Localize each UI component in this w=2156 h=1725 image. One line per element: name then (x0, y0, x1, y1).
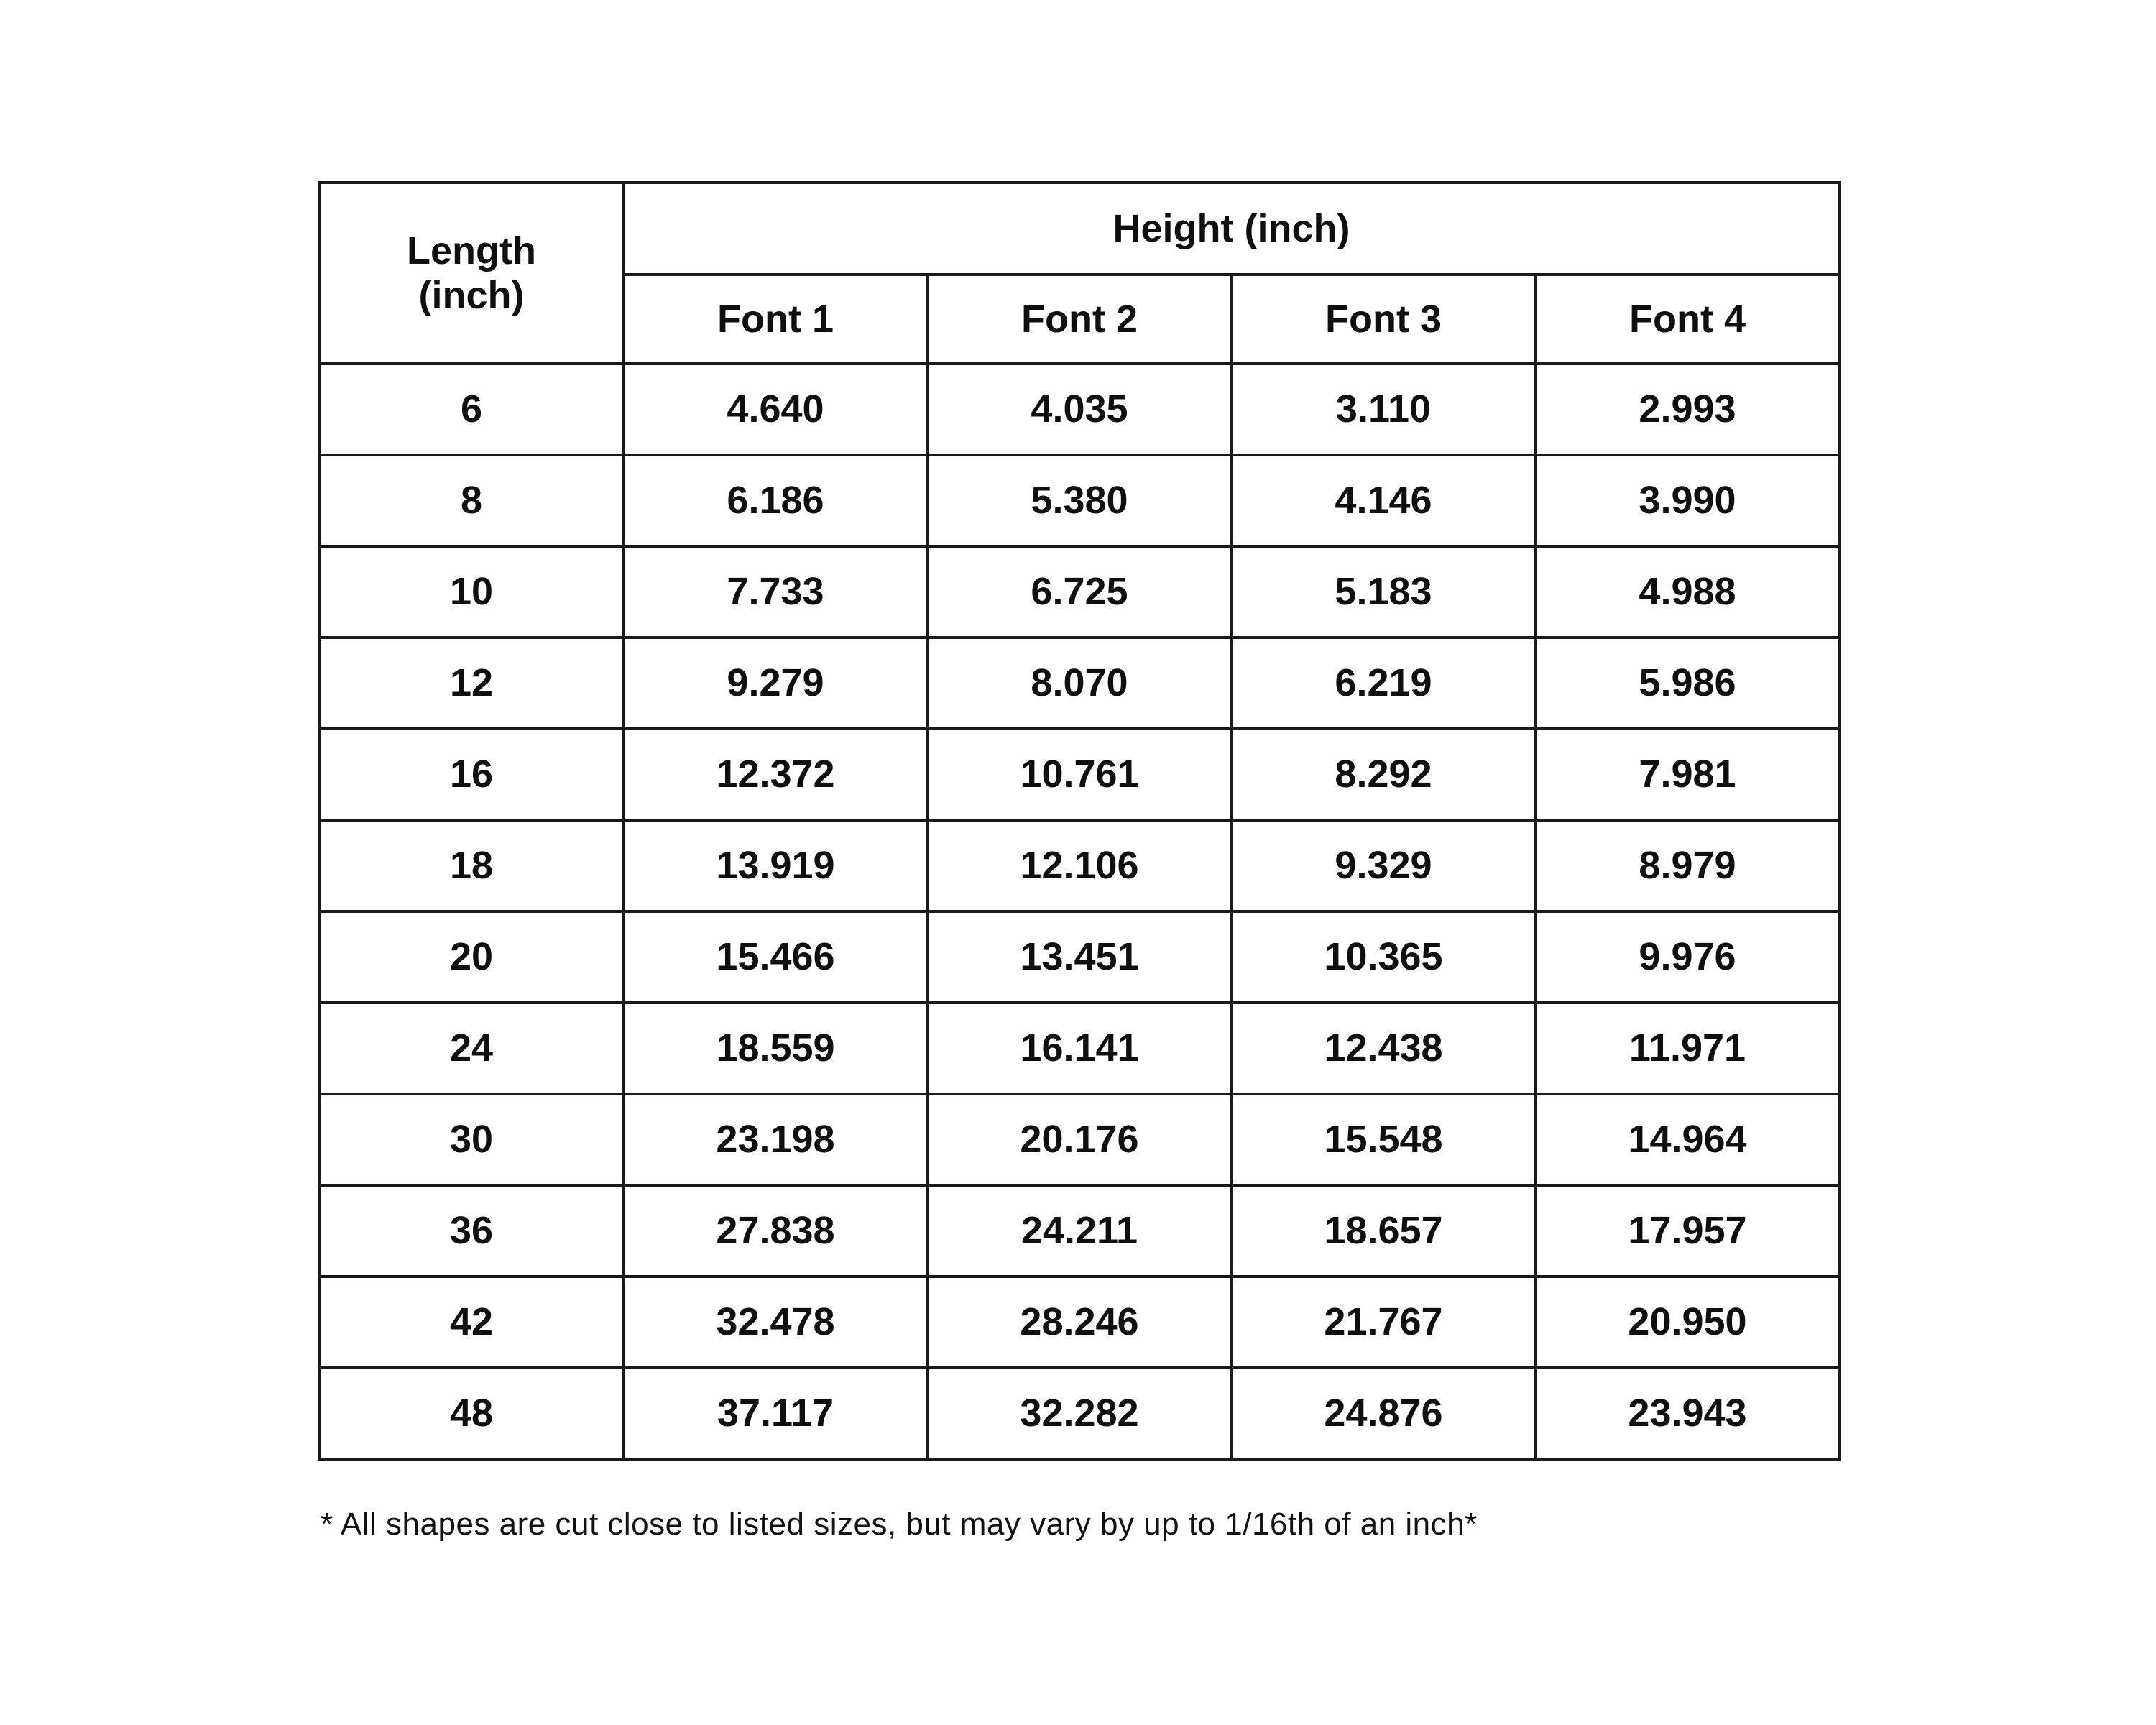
length-header-cell (320, 183, 624, 364)
height-value-cell: 20.176 (928, 1094, 1232, 1185)
height-value-cell: 13.451 (928, 911, 1232, 1003)
height-value-cell: 3.110 (1232, 364, 1536, 455)
size-chart-table (318, 181, 1841, 1460)
height-value-cell: 5.183 (1232, 546, 1536, 638)
height-group-header-cell: Height (inch) (624, 183, 1840, 275)
height-value-cell: 9.279 (624, 638, 928, 729)
length-cell: 24 (320, 1003, 624, 1094)
table-row (320, 546, 1840, 638)
height-value-cell: 4.988 (1536, 546, 1840, 638)
font-4-header-cell: Font 4 (1536, 275, 1840, 364)
height-value-cell: 6.725 (928, 546, 1232, 638)
height-value-cell: 18.657 (1232, 1185, 1536, 1276)
height-value-cell: 37.117 (624, 1368, 928, 1459)
length-cell: 48 (320, 1368, 624, 1459)
height-value-cell: 7.981 (1536, 729, 1840, 820)
length-cell: 16 (320, 729, 624, 820)
height-value-cell: 8.070 (928, 638, 1232, 729)
font-1-header-cell: Font 1 (624, 275, 928, 364)
height-value-cell: 5.986 (1536, 638, 1840, 729)
height-value-cell: 27.838 (624, 1185, 928, 1276)
height-value-cell: 12.372 (624, 729, 928, 820)
height-value-cell: 32.282 (928, 1368, 1232, 1459)
height-value-cell: 2.993 (1536, 364, 1840, 455)
length-cell: 18 (320, 820, 624, 911)
height-value-cell: 24.876 (1232, 1368, 1536, 1459)
height-value-cell: 15.466 (624, 911, 928, 1003)
length-cell: 10 (320, 546, 624, 638)
table-row (320, 638, 1840, 729)
height-value-cell: 24.211 (928, 1185, 1232, 1276)
length-cell: 20 (320, 911, 624, 1003)
height-value-cell: 8.979 (1536, 820, 1840, 911)
height-value-cell: 16.141 (928, 1003, 1232, 1094)
height-value-cell: 6.186 (624, 455, 928, 546)
height-value-cell: 12.106 (928, 820, 1232, 911)
font-2-header-cell: Font 2 (928, 275, 1232, 364)
height-value-cell: 6.219 (1232, 638, 1536, 729)
font-3-header-cell: Font 3 (1232, 275, 1536, 364)
height-value-cell: 20.950 (1536, 1276, 1840, 1368)
footnote: * All shapes are cut close to listed sizes, but may vary by up to 1/16th of an inch* (321, 1506, 1478, 1542)
table-row (320, 1368, 1840, 1459)
table-row (320, 911, 1840, 1003)
height-value-cell: 4.035 (928, 364, 1232, 455)
height-value-cell: 32.478 (624, 1276, 928, 1368)
length-cell: 12 (320, 638, 624, 729)
table-row (320, 1003, 1840, 1094)
height-value-cell: 10.761 (928, 729, 1232, 820)
table-row (320, 1276, 1840, 1368)
height-value-cell: 3.990 (1536, 455, 1840, 546)
table-row (320, 729, 1840, 820)
height-value-cell: 14.964 (1536, 1094, 1840, 1185)
table-row (320, 1185, 1840, 1276)
height-value-cell: 10.365 (1232, 911, 1536, 1003)
height-value-cell: 28.246 (928, 1276, 1232, 1368)
table-row (320, 1094, 1840, 1185)
height-value-cell: 11.971 (1536, 1003, 1840, 1094)
size-chart-table-container (318, 181, 1841, 1460)
length-cell: 6 (320, 364, 624, 455)
height-value-cell: 13.919 (624, 820, 928, 911)
height-value-cell: 4.146 (1232, 455, 1536, 546)
table-row (320, 455, 1840, 546)
height-value-cell: 23.198 (624, 1094, 928, 1185)
height-value-cell: 9.976 (1536, 911, 1840, 1003)
length-cell: 42 (320, 1276, 624, 1368)
length-header-line2: (inch) (418, 274, 525, 317)
height-value-cell: 23.943 (1536, 1368, 1840, 1459)
height-value-cell: 17.957 (1536, 1185, 1840, 1276)
height-value-cell: 9.329 (1232, 820, 1536, 911)
length-cell: 8 (320, 455, 624, 546)
height-value-cell: 4.640 (624, 364, 928, 455)
table-row (320, 364, 1840, 455)
height-value-cell: 15.548 (1232, 1094, 1536, 1185)
length-cell: 30 (320, 1094, 624, 1185)
height-value-cell: 7.733 (624, 546, 928, 638)
height-value-cell: 18.559 (624, 1003, 928, 1094)
height-value-cell: 8.292 (1232, 729, 1536, 820)
table-row (320, 820, 1840, 911)
height-value-cell: 5.380 (928, 455, 1232, 546)
height-value-cell: 12.438 (1232, 1003, 1536, 1094)
height-value-cell: 21.767 (1232, 1276, 1536, 1368)
length-header-line1: Length (407, 229, 536, 272)
length-cell: 36 (320, 1185, 624, 1276)
group-header-row (320, 183, 1840, 275)
